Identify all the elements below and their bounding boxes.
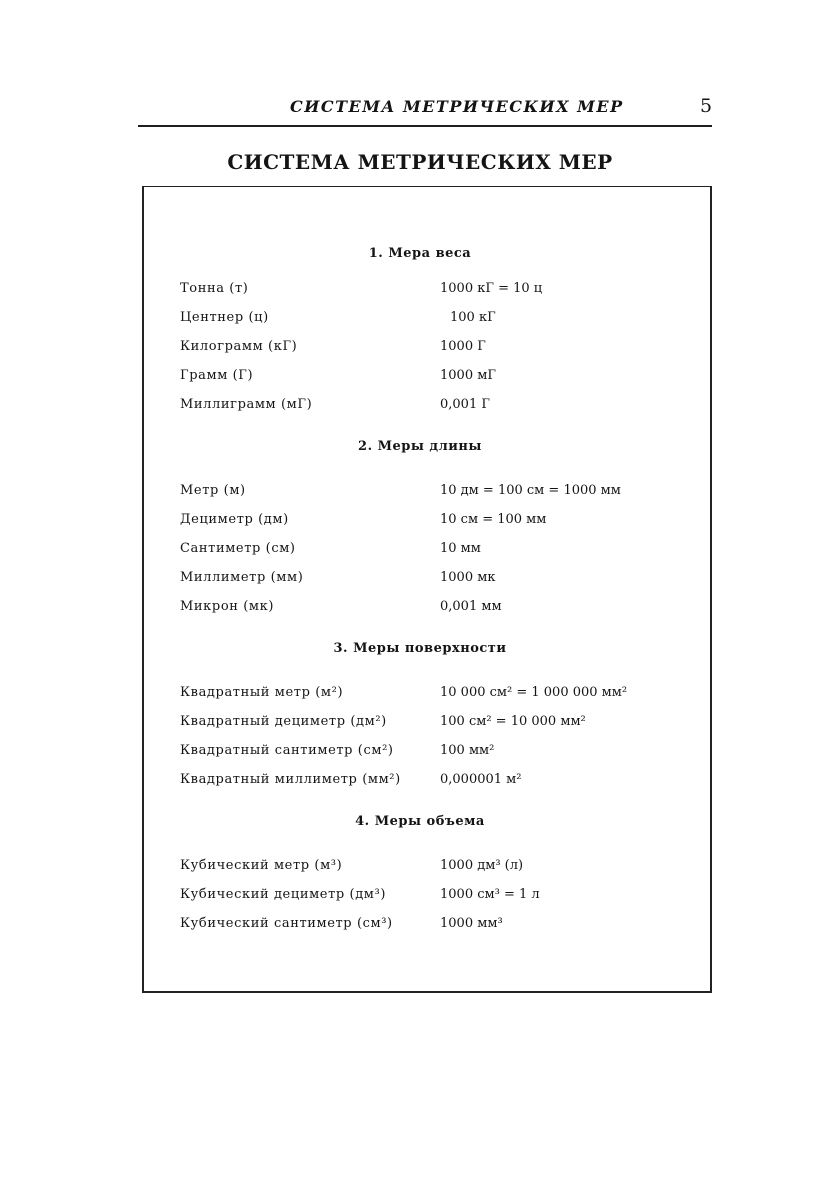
table-row: [0, 570, 840, 590]
unit-equivalent: 0,001 Г: [440, 397, 490, 412]
running-title: СИСТЕМА МЕТРИЧЕСКИХ МЕР: [290, 97, 624, 116]
page-title: СИСТЕМА МЕТРИЧЕСКИХ МЕР: [227, 150, 613, 174]
table-row: [0, 541, 840, 561]
unit-equivalent: 1000 мГ: [440, 368, 496, 383]
unit-name: Сантиметр (см): [180, 541, 296, 556]
table-row: [0, 483, 840, 503]
unit-name: Кубический метр (м³): [180, 858, 343, 873]
table-row: [0, 858, 840, 878]
section-title-volume: 4. Меры объема: [355, 814, 485, 829]
table-row: [0, 368, 840, 388]
unit-name: Дециметр (дм): [180, 512, 289, 527]
table-row: [0, 281, 840, 301]
unit-equivalent: 100 мм²: [440, 743, 495, 758]
running-head: [0, 97, 840, 121]
unit-name: Метр (м): [180, 483, 246, 498]
unit-equivalent: 1000 Г: [440, 339, 486, 354]
unit-name: Кубический сантиметр (см³): [180, 916, 393, 931]
table-row: [0, 599, 840, 619]
unit-name: Тонна (т): [180, 281, 249, 296]
unit-name: Квадратный дециметр (дм²): [180, 714, 387, 729]
unit-equivalent: 0,000001 м²: [440, 772, 522, 787]
page-number: 5: [700, 95, 713, 117]
unit-equivalent: 0,001 мм: [440, 599, 502, 614]
unit-equivalent: 1000 дм³ (л): [440, 858, 524, 873]
unit-name: Квадратный метр (м²): [180, 685, 344, 700]
unit-name: Грамм (Г): [180, 368, 254, 383]
section-title-length: 2. Меры длины: [358, 439, 482, 454]
table-row: [0, 685, 840, 705]
unit-equivalent: 1000 см³ = 1 л: [440, 887, 540, 902]
table-row: [0, 310, 840, 330]
unit-name: Микрон (мк): [180, 599, 275, 614]
unit-name: Кубический дециметр (дм³): [180, 887, 387, 902]
table-row: [0, 743, 840, 763]
header-rule: [138, 125, 712, 127]
table-row: [0, 887, 840, 907]
unit-equivalent: 100 см² = 10 000 мм²: [440, 714, 586, 729]
unit-equivalent: 1000 мк: [440, 570, 496, 585]
unit-equivalent: 10 дм = 100 см = 1000 мм: [440, 483, 621, 498]
section-title-area: 3. Меры поверхности: [333, 641, 507, 656]
table-row: [0, 512, 840, 532]
unit-name: Квадратный сантиметр (см²): [180, 743, 394, 758]
unit-equivalent: 1000 мм³: [440, 916, 503, 931]
unit-equivalent: 10 см = 100 мм: [440, 512, 547, 527]
unit-name: Центнер (ц): [180, 310, 269, 325]
unit-equivalent: 10 мм: [440, 541, 481, 556]
table-row: [0, 772, 840, 792]
table-row: [0, 397, 840, 417]
table-row: [0, 916, 840, 936]
table-row: [0, 339, 840, 359]
unit-name: Миллиметр (мм): [180, 570, 304, 585]
unit-name: Квадратный миллиметр (мм²): [180, 772, 401, 787]
unit-equivalent: 100 кГ: [450, 310, 496, 325]
section-title-weight: 1. Мера веса: [368, 246, 472, 261]
table-row: [0, 714, 840, 734]
unit-name: Килограмм (кГ): [180, 339, 298, 354]
unit-name: Миллиграмм (мГ): [180, 397, 313, 412]
unit-equivalent: 1000 кГ = 10 ц: [440, 281, 543, 296]
unit-equivalent: 10 000 см² = 1 000 000 мм²: [440, 685, 628, 700]
